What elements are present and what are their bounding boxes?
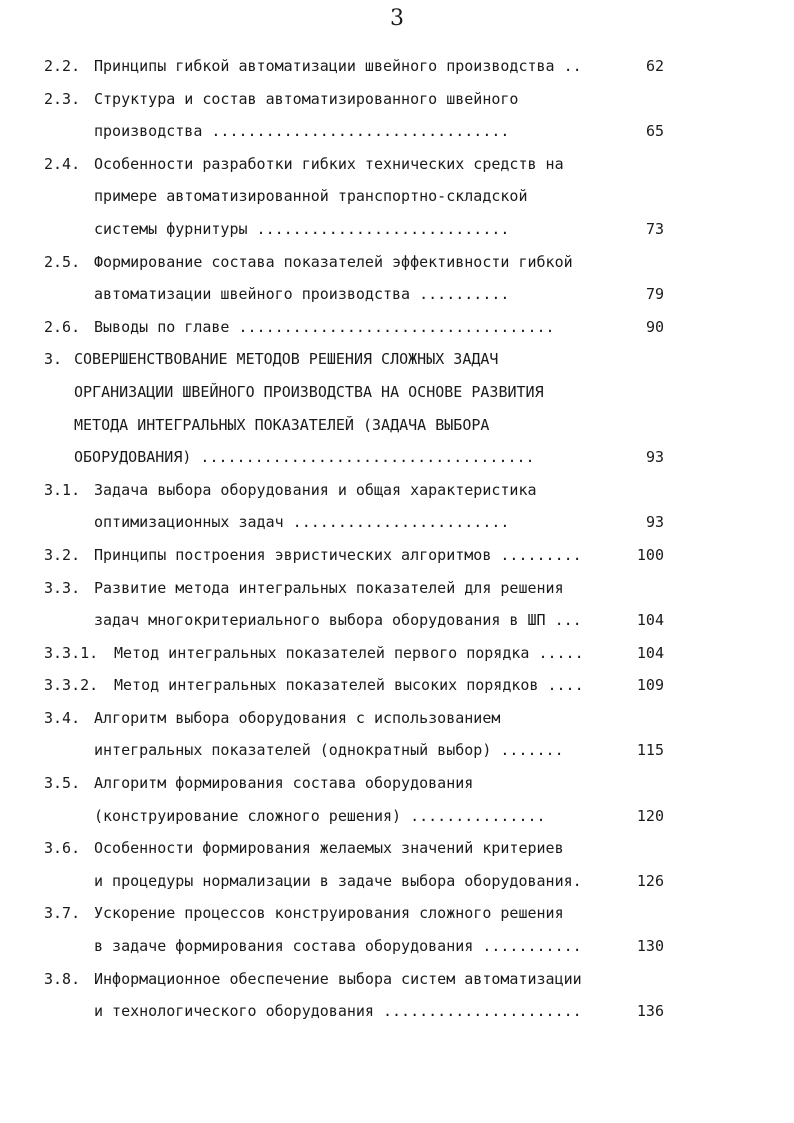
toc-text: МЕТОДА ИНТЕГРАЛЬНЫХ ПОКАЗАТЕЛЕЙ (ЗАДАЧА ВЫБОРА	[74, 415, 490, 434]
toc-line	[44, 832, 664, 865]
toc-line	[44, 50, 664, 83]
toc-text: Принципы гибкой автоматизации швейного производства ..	[94, 57, 582, 75]
toc-number: 3.1.	[44, 480, 81, 499]
toc-line	[44, 800, 664, 833]
toc-number: 2.5.	[44, 252, 81, 271]
toc-line	[44, 572, 664, 605]
toc-line	[44, 409, 664, 442]
toc-text: Информационное обеспечение выбора систем автоматизации	[94, 969, 582, 988]
toc-line	[44, 506, 664, 539]
toc-text: оптимизационных задач ........................	[94, 513, 510, 532]
toc-text: Метод интегральных показателей первого порядка .....	[114, 643, 584, 662]
toc-line	[44, 604, 664, 637]
toc-text: Выводы по главе ...................................	[94, 317, 555, 336]
toc-page: 115	[636, 741, 664, 760]
toc-text: Алгоритм формирования состава оборудования	[94, 774, 474, 793]
toc-line	[44, 115, 664, 148]
toc-line	[44, 148, 664, 181]
toc-text: ОРГАНИЗАЦИИ ШВЕЙНОГО ПРОИЗВОДСТВА НА ОСНОВЕ РАЗВИТИЯ	[74, 382, 544, 401]
toc-line	[44, 376, 664, 409]
toc-number: 3.6.	[44, 839, 81, 858]
toc-text: Структура и состав автоматизированного швейного	[94, 89, 519, 108]
toc-page: 120	[636, 806, 664, 825]
toc-page: 126	[636, 871, 664, 890]
toc-line	[44, 865, 664, 898]
toc-line	[44, 246, 664, 279]
table-of-contents	[44, 50, 664, 1028]
toc-line	[44, 180, 664, 213]
toc-page: 62	[645, 57, 664, 75]
toc-number: 2.3.	[44, 89, 81, 108]
toc-line	[44, 669, 664, 702]
toc-line	[44, 930, 664, 963]
toc-page: 79	[645, 285, 664, 304]
toc-page: 93	[645, 448, 664, 467]
toc-text: СОВЕРШЕНСТВОВАНИЕ МЕТОДОВ РЕШЕНИЯ СЛОЖНЫХ ЗАДАЧ	[74, 350, 499, 369]
toc-text: и процедуры нормализации в задаче выбора оборудования.	[94, 871, 582, 890]
toc-number: 3.3.	[44, 578, 81, 597]
toc-line	[44, 441, 664, 474]
toc-line	[44, 311, 664, 344]
toc-text: Формирование состава показателей эффективности гибкой	[94, 252, 573, 271]
toc-text: производства .................................	[94, 122, 510, 141]
toc-text: Развитие метода интегральных показателей для решения	[94, 578, 564, 597]
toc-line	[44, 767, 664, 800]
toc-number: 2.2.	[44, 57, 81, 75]
toc-number: 3.	[44, 350, 63, 369]
toc-page: 109	[636, 676, 664, 695]
toc-line	[44, 963, 664, 996]
toc-page: 65	[645, 122, 664, 141]
toc-line	[44, 343, 664, 376]
toc-text: Задача выбора оборудования и общая характеристика	[94, 480, 537, 499]
toc-page: 136	[636, 1002, 664, 1021]
toc-text: системы фурнитуры ............................	[94, 219, 510, 238]
toc-text: Особенности разработки гибких технических средств на	[94, 154, 564, 173]
toc-number: 3.5.	[44, 774, 81, 793]
toc-page: 130	[636, 937, 664, 956]
toc-line	[44, 995, 664, 1028]
toc-line	[44, 637, 664, 670]
toc-page: 104	[636, 611, 664, 630]
toc-page: 104	[636, 643, 664, 662]
toc-page: 100	[636, 545, 664, 564]
toc-line	[44, 897, 664, 930]
toc-line	[44, 734, 664, 767]
toc-page: 90	[645, 317, 664, 336]
toc-text: Метод интегральных показателей высоких порядков ....	[114, 676, 584, 695]
toc-text: Принципы построения эвристических алгоритмов .........	[94, 545, 582, 564]
toc-number: 3.8.	[44, 969, 81, 988]
toc-text: и технологического оборудования ......................	[94, 1002, 582, 1021]
toc-line	[44, 539, 664, 572]
toc-text: примере автоматизированной транспортно-складской	[94, 187, 528, 206]
toc-number: 3.2.	[44, 545, 81, 564]
page-number: 3	[390, 6, 404, 31]
toc-page: 93	[645, 513, 664, 532]
toc-number: 2.6.	[44, 317, 81, 336]
toc-page: 73	[645, 219, 664, 238]
toc-text: автоматизации швейного производства ..........	[94, 285, 510, 304]
toc-text: задач многокритериального выбора оборудования в ШП ...	[94, 611, 582, 630]
toc-line	[44, 474, 664, 507]
toc-text: (конструирование сложного решения) ...............	[94, 806, 546, 825]
toc-number: 3.7.	[44, 904, 81, 923]
toc-number: 3.3.2.	[44, 676, 99, 695]
toc-text: в задаче формирования состава оборудования ...........	[94, 937, 582, 956]
toc-text: Алгоритм выбора оборудования с использованием	[94, 708, 501, 727]
toc-text: интегральных показателей (однократный выбор) .......	[94, 741, 564, 760]
toc-line	[44, 213, 664, 246]
toc-line	[44, 278, 664, 311]
toc-line	[44, 83, 664, 116]
toc-number: 2.4.	[44, 154, 81, 173]
toc-text: Ускорение процессов конструирования сложного решения	[94, 904, 564, 923]
toc-line	[44, 702, 664, 735]
toc-text: ОБОРУДОВАНИЯ) .....................................	[74, 448, 535, 467]
toc-number: 3.3.1.	[44, 643, 99, 662]
toc-number: 3.4.	[44, 708, 81, 727]
toc-text: Особенности формирования желаемых значений критериев	[94, 839, 564, 858]
